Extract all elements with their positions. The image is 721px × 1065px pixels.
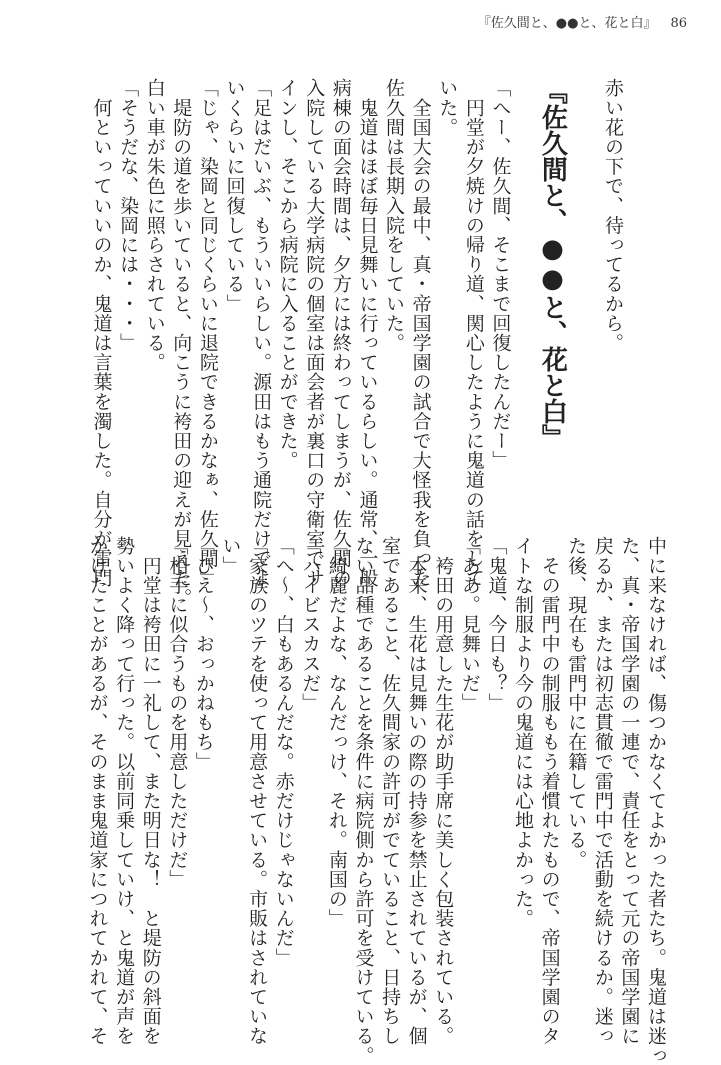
text-line: 「へー、佐久間、そこまで回復したんだー」 — [489, 78, 512, 470]
chapter-title: 『佐久間と、●●と、花と白』 — [537, 78, 568, 450]
text-line: 赤い花の下で、待ってるから。 — [602, 78, 624, 353]
text-line: 「家族のツテを使って用意させている。市販はされていな — [246, 536, 269, 1046]
text-line: 円堂は袴田に一礼して、また明日な！ と堤防の斜面を — [139, 536, 162, 1046]
text-line: いくらいに回復している」 — [223, 78, 246, 314]
text-line: かけたことがあるが、そのまま鬼道家につれてかれて、そ — [86, 536, 109, 1046]
text-line: 白い車が朱色に照らされている。 — [143, 78, 166, 372]
running-header — [478, 12, 687, 31]
text-line: 「ひえ～、おっかねもち」 — [192, 536, 215, 772]
text-line: 勢いよく降って行った。以前同乗していけ、と鬼道が声を — [113, 536, 136, 1046]
text-line: ない品種であることを条件に病院側から許可を受けている。 — [352, 536, 375, 1065]
text-line: 入院している大学病院の個室は面会者が裏口の守衛室でサ — [303, 78, 326, 588]
text-line: イトな制服より今の鬼道には心地よかった。 — [512, 536, 535, 928]
blank-line — [589, 78, 599, 498]
lower-text-block — [84, 536, 669, 1065]
text-line: インし、そこから病院に入ることができた。 — [276, 78, 299, 470]
text-line: た、真・帝国学園の一連で、責任をとって元の帝国学園に — [618, 536, 641, 1046]
text-line: 「鬼道、今日も？」 — [485, 536, 508, 713]
text-line: 「相手に似合うものを用意しただけだ」 — [166, 536, 189, 889]
text-line: 「へ～、白もあるんだな。赤だけじゃないんだ」 — [272, 536, 295, 968]
text-line: 中に来なければ、傷つかなくてよかった者たち。鬼道は迷っ — [645, 536, 667, 1065]
page-number: 86 — [670, 16, 687, 31]
text-line: 戻るか、または初志貫徹で雷門中で活動を続けるか。迷っ — [591, 536, 614, 1046]
running-header-title: 『佐久間と、●●と、花と白』 — [477, 16, 657, 31]
text-line: 何といっていいのか、鬼道は言葉を濁した。自分が雷門 — [90, 78, 113, 588]
text-line: た後、現在も雷門中に在籍している。 — [565, 536, 588, 870]
text-line: 「ああ。見舞いだ」 — [458, 536, 481, 713]
upper-text-block — [88, 78, 626, 608]
text-line: 円堂が夕焼けの帰り道、関心したように鬼道の話をして — [462, 78, 485, 588]
text-line: 鬼道はほぼ毎日見舞いに行っているらしい。通常、一般 — [356, 78, 379, 588]
text-line: 室であること、佐久間家の許可がでていること、日持ちし — [379, 536, 402, 1046]
text-line: 「足はだいぶ、もういいらしい。源田はもう通院だけでよ — [250, 78, 273, 588]
text-line: いた。 — [436, 78, 459, 137]
text-line: 「そうだな、染岡には・・・」 — [117, 78, 140, 353]
text-line: い」 — [219, 536, 242, 576]
text-line: 「じゃ、染岡と同じくらいに退院できるかなぁ、佐久間」 — [196, 78, 219, 588]
text-line: 「綺麗だよな、なんだっけ、それ。南国の」 — [325, 536, 348, 928]
text-line: その雷門中の制服ももう着慣れたもので、帝国学園のタ — [538, 536, 561, 1046]
text-line: 「ハイビスカスだ」 — [299, 536, 322, 713]
text-line: 袴田の用意した生花が助手席に美しく包装されている。 — [432, 536, 455, 1046]
text-line: 堤防の道を歩いていると、向こうに袴田の迎えが見えた。 — [170, 78, 193, 608]
text-line: 佐久間は長期入院をしていた。 — [383, 78, 406, 353]
text-line: 本来、生花は見舞いの際の持参を禁止されているが、個 — [405, 536, 428, 1046]
text-line: 全国大会の最中、真・帝国学園の試合で大怪我を負った — [409, 78, 432, 588]
text-line: 病棟の面会時間は、夕方には終わってしまうが、佐久間の — [329, 78, 352, 588]
